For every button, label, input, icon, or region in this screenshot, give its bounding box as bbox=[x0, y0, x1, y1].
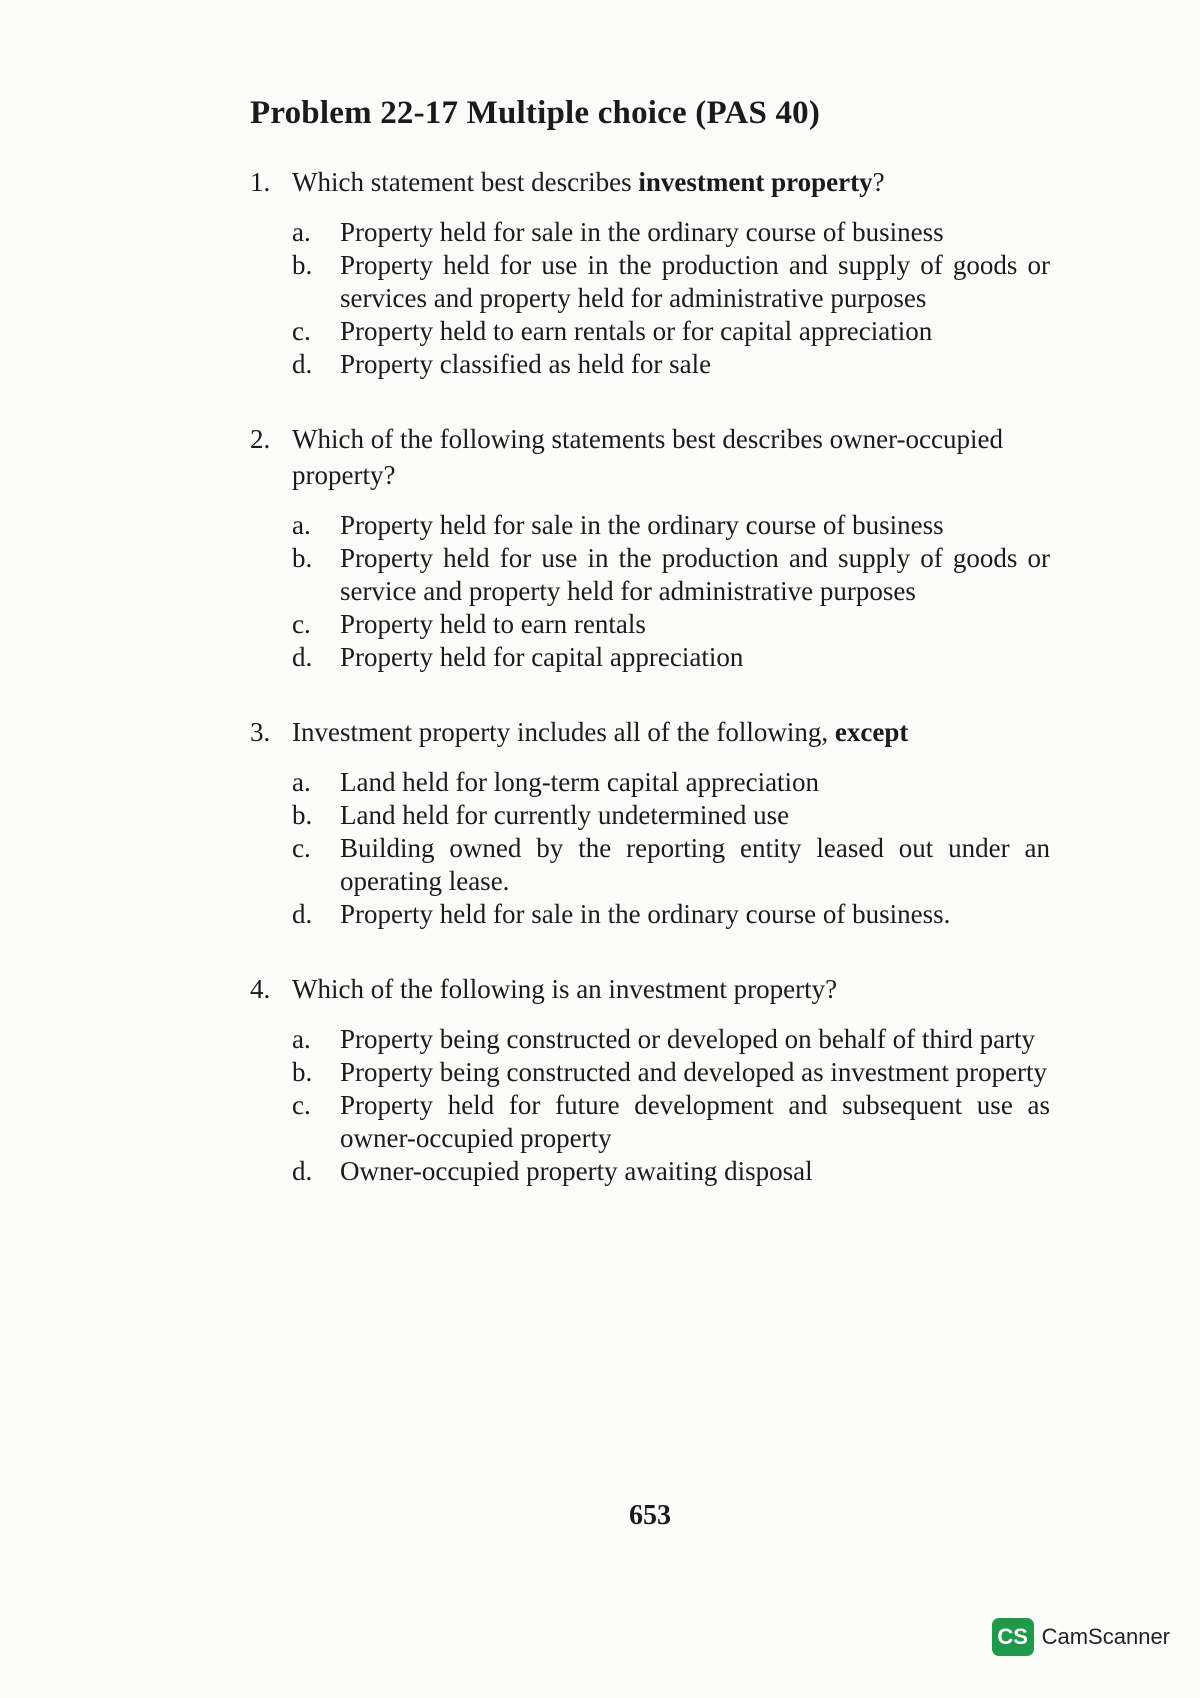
camscanner-logo-icon: CS bbox=[992, 1618, 1034, 1656]
option-text: Property held for use in the production and supply of goods or services and property held for administrative purposes bbox=[340, 250, 1050, 313]
question-number: 4. bbox=[250, 974, 271, 1004]
option-text: Property held to earn rentals or for capital appreciation bbox=[340, 316, 933, 346]
camscanner-brand-name: CamScanner bbox=[1041, 1624, 1170, 1649]
question-text-part: ? bbox=[872, 167, 885, 197]
question-stem bbox=[250, 164, 1050, 200]
question-text bbox=[292, 164, 1050, 200]
option-text: Land held for long-term capital appreciation bbox=[340, 767, 820, 797]
question-number: 2. bbox=[250, 424, 271, 454]
page-content bbox=[250, 95, 1050, 1228]
option-item bbox=[250, 608, 1050, 641]
option-letter: d. bbox=[292, 642, 313, 672]
option-item bbox=[250, 766, 1050, 799]
question-stem bbox=[250, 714, 1050, 750]
option-text: Property being constructed and developed as investment property bbox=[340, 1057, 1048, 1087]
problem-title: Problem 22-17 Multiple choice (PAS 40) bbox=[250, 95, 821, 131]
option-item bbox=[250, 216, 1050, 249]
option-list bbox=[250, 1023, 1050, 1188]
option-item bbox=[250, 1023, 1050, 1056]
option-item bbox=[250, 542, 1050, 608]
option-text: Property being constructed or developed on behalf of third party bbox=[340, 1024, 1036, 1054]
option-item bbox=[250, 898, 1050, 931]
option-list bbox=[250, 766, 1050, 931]
option-text: Property held for future development and subsequent use as owner-occupied property bbox=[340, 1090, 1050, 1153]
option-letter: c. bbox=[292, 833, 311, 863]
option-text: Owner-occupied property awaiting disposal bbox=[340, 1156, 813, 1186]
question-text-part: Which of the following statements best describes owner-occupied property? bbox=[292, 424, 1003, 490]
question-text-emphasis: except bbox=[834, 717, 909, 747]
question-stem bbox=[250, 421, 1050, 493]
option-item bbox=[250, 641, 1050, 674]
option-item bbox=[250, 799, 1050, 832]
option-letter: a. bbox=[292, 767, 311, 797]
question-text bbox=[292, 421, 1050, 493]
option-text: Building owned by the reporting entity leased out under an operating lease. bbox=[340, 833, 1050, 896]
option-item bbox=[250, 509, 1050, 542]
page-number: 653 bbox=[629, 1500, 671, 1531]
question-text bbox=[292, 714, 1050, 750]
option-letter: b. bbox=[292, 250, 313, 280]
question-1 bbox=[250, 164, 1050, 381]
option-text: Property held for capital appreciation bbox=[340, 642, 744, 672]
question-stem bbox=[250, 971, 1050, 1007]
question-text-emphasis: investment property bbox=[638, 167, 873, 197]
option-letter: a. bbox=[292, 1024, 311, 1054]
option-text: Property held to earn rentals bbox=[340, 609, 646, 639]
option-text: Property held for sale in the ordinary course of business bbox=[340, 217, 944, 247]
option-letter: a. bbox=[292, 217, 311, 247]
option-text: Land held for currently undetermined use bbox=[340, 800, 790, 830]
option-item bbox=[250, 1089, 1050, 1155]
question-text-part: Which of the following is an investment property? bbox=[292, 974, 838, 1004]
option-letter: c. bbox=[292, 1090, 311, 1120]
question-number: 3. bbox=[250, 717, 271, 747]
option-text: Property held for sale in the ordinary course of business bbox=[340, 510, 944, 540]
option-text: Property held for sale in the ordinary course of business. bbox=[340, 899, 951, 929]
question-text-part: Investment property includes all of the following, bbox=[292, 717, 835, 747]
option-item bbox=[250, 348, 1050, 381]
option-letter: c. bbox=[292, 609, 311, 639]
option-text: Property classified as held for sale bbox=[340, 349, 712, 379]
option-letter: b. bbox=[292, 543, 313, 573]
option-letter: c. bbox=[292, 316, 311, 346]
question-text-part: Which statement best describes bbox=[292, 167, 639, 197]
option-item bbox=[250, 249, 1050, 315]
option-letter: b. bbox=[292, 800, 313, 830]
question-number: 1. bbox=[250, 167, 271, 197]
option-item bbox=[250, 315, 1050, 348]
option-letter: d. bbox=[292, 1156, 313, 1186]
option-text: Property held for use in the production and supply of goods or service and property held for administrative purposes bbox=[340, 543, 1050, 606]
option-item bbox=[250, 832, 1050, 898]
option-letter: d. bbox=[292, 899, 313, 929]
camscanner-watermark bbox=[992, 1618, 1170, 1656]
option-list bbox=[250, 509, 1050, 674]
option-list bbox=[250, 216, 1050, 381]
option-letter: b. bbox=[292, 1057, 313, 1087]
question-list bbox=[250, 164, 1050, 1188]
question-3 bbox=[250, 714, 1050, 931]
question-4 bbox=[250, 971, 1050, 1188]
question-2 bbox=[250, 421, 1050, 674]
option-letter: a. bbox=[292, 510, 311, 540]
option-item bbox=[250, 1056, 1050, 1089]
option-item bbox=[250, 1155, 1050, 1188]
question-text bbox=[292, 971, 1050, 1007]
option-letter: d. bbox=[292, 349, 313, 379]
